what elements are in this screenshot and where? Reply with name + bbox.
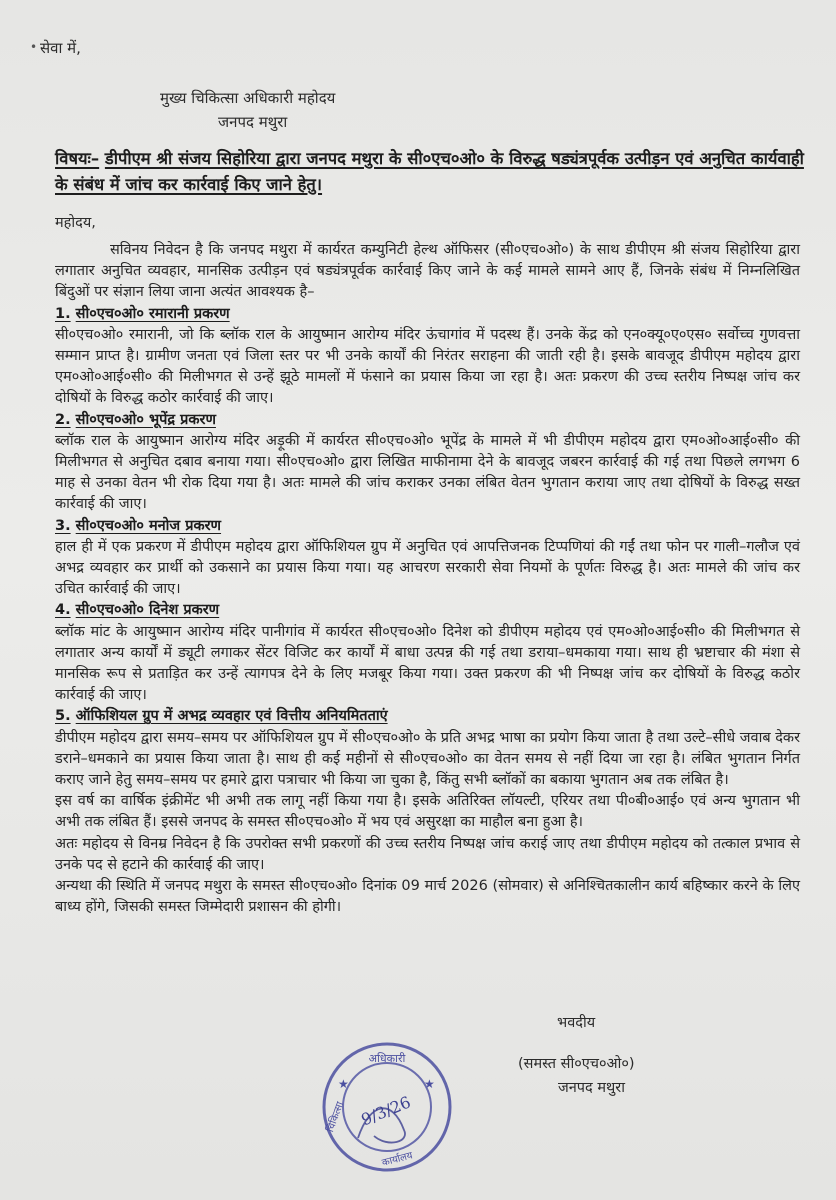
increment-paragraph: इस वर्ष का वार्षिक इंक्रीमेंट भी अभी तक लागू नहीं किया गया है। इसके अतिरिक्त लॉयल्टी, एरियर तथा पी०बी०आई० एवं अन्य भुगतान भी अभी तक लंबित हैं। इससे जनपद के समस्त सी०एच०ओ० में भय एवं असुरक्षा का माहौल बना हुआ है। [55,793,800,831]
section-heading [55,410,800,431]
section-title: ऑफिशियल ग्रुप में अभद्र व्यवहार एवं वित्तीय अनियमितताएं [75,708,388,725]
section-paragraph: ब्लॉक राल के आयुष्मान आरोग्य मंदिर अड़ूकी में कार्यरत सी०एच०ओ० भूपेंद्र के मामले में भी डीपीएम महोदय द्वारा एम०ओ०आई०सी० की मिलीभगत से अनुचित दबाव बनाया गया। सी०एच०ओ० द्वारा लिखित माफीनामा देने के बावजूद जबरन कार्रवाई की गई तथा पिछले लगभग 6 माह से उनका वेतन भी रोक दिया गया है। अतः मामले की जांच कराकर उनका लंबित वेतन भुगतान कराया जाए तथा दोषियों के विरुद्ध सख्त कार्रवाई की जाए। [55,432,800,513]
stamp-date-text: 9/3/26 [358,1092,414,1130]
subject-text: डीपीएम श्री संजय सिहोरिया द्वारा जनपद मथुरा के सी०एच०ओ० के विरुद्ध षड्यंत्रपूर्वक उत्पीड़न एवं अनुचित कार्यवाही के संबंध में जांच कर कार्रवाई किए जाने हेतु। [55,149,804,194]
recipient-block [160,86,335,134]
section-number: 3. [55,517,71,534]
section-number: 4. [55,602,71,619]
section-heading [55,516,800,537]
signatory-district: जनपद मथुरा [558,1080,625,1096]
signatory-name: (समस्त सी०एच०ओ०) [518,1056,635,1072]
intro-paragraph: सविनय निवेदन है कि जनपद मथुरा में कार्यरत कम्युनिटी हेल्थ ऑफिसर (सी०एच०ओ०) के साथ डीपीएम श्री संजय सिहोरिया द्वारा लगातार अनुचित व्यवहार, मानसिक उत्पीड़न एवं षड्यंत्रपूर्वक कार्रवाई किए जाने के कई मामले सामने आए हैं, जिनके संबंध में निम्नलिखित बिंदुओं पर संज्ञान लिया जाना अत्यंत आवश्यक है– [55,242,800,301]
section-paragraph: ब्लॉक मांट के आयुष्मान आरोग्य मंदिर पानीगांव में कार्यरत सी०एच०ओ० दिनेश को डीपीएम महोदय एवं एम०ओ०आई०सी० की मिलीभगत से लगातार अन्य कार्यों में ड्यूटी लगाकर सेंटर विजिट कर कार्यों में बाधा उत्पन्न की गई तथा डराया–धमकाया गया। साथ ही भ्रष्टाचार की मंशा से मानसिक रूप से प्रताड़ित कर उन्हें त्यागपत्र देने के लिए मजबूर किया गया। उक्त प्रकरण की भी निष्पक्ष जांच कर दोषियों के विरुद्ध कठोर कार्रवाई की जाए। [55,623,800,704]
request-paragraph: अतः महोदय से विनम्र निवेदन है कि उपरोक्त सभी प्रकरणों की उच्च स्तरीय निष्पक्ष जांच कराई जाए तथा डीपीएम महोदय को तत्काल प्रभाव से उनके पद से हटाने की कार्रवाई की जाए। [55,835,800,873]
section-title: सी०एच०ओ० रमारानी प्रकरण [75,305,230,322]
section-number: 2. [55,411,71,428]
stamp-side-text: चिकित्सा [325,1100,347,1134]
section-title: सी०एच०ओ० मनोज प्रकरण [75,517,222,534]
salutation-text: सेवा में, [40,39,81,57]
recipient-title: मुख्य चिकित्सा अधिकारी महोदय [160,89,336,107]
recipient-district: जनपद मथुरा [218,113,288,131]
section-paragraph: डीपीएम महोदय द्वारा समय–समय पर ऑफिशियल ग्रुप में सी०एच०ओ० के प्रति अभद्र भाषा का प्रयोग किया जाता है तथा उल्टे–सीधे जवाब देकर डराने–धमकाने का प्रयास किया जाता है। साथ ही कई महीनों से सी०एच०ओ० का वेतन समय से नहीं दिया जा रहा है। लंबित भुगतान निर्गत कराए जाने हेतु समय–समय पर हमारे द्वारा पत्राचार भी किया जा चुका है, किंतु सभी ब्लॉकों का बकाया भुगतान अब तक लंबित है। [55,729,800,789]
warning-paragraph: अन्यथा की स्थिति में जनपद मथुरा के समस्त सी०एच०ओ० दिनांक 09 मार्च 2026 (सोमवार) से अनिश्चितकालीन कार्य बहिष्कार करने के लिए बाध्य होंगे, जिसकी समस्त जिम्मेदारी प्रशासन की होगी। [55,878,800,916]
stamp-top-text: अधिकारी [368,1052,406,1065]
office-stamp-icon [318,1038,456,1176]
section-heading [55,706,800,727]
section-title: सी०एच०ओ० दिनेश प्रकरण [75,602,220,619]
stamp-star-left: ★ [338,1077,349,1091]
signature-block [518,1052,635,1100]
opening-greeting: महोदय, [55,215,96,231]
section-number: 1. [55,305,71,322]
stamp-bottom-text: कार्यालय [380,1150,414,1169]
closing-word: भवदीय [557,1015,596,1031]
section-number: 5. [55,708,71,725]
letter-body [55,240,800,919]
subject-line [55,146,815,198]
section-paragraph: हाल ही में एक प्रकरण में डीपीएम महोदय द्वारा ऑफिशियल ग्रुप में अनुचित एवं आपत्तिजनक टिप्पणियां की गईं तथा फोन पर गाली–गलौज एवं अभद्र व्यवहार कर प्रार्थी को उकसाने का प्रयास किया गया। यह आचरण सरकारी सेवा नियमों के पूर्णतः विरुद्ध है। अतः मामले की जांच कर उचित कार्रवाई की जाए। [55,538,800,598]
stamp-star-right: ★ [424,1077,435,1091]
section-title: सी०एच०ओ० भूपेंद्र प्रकरण [75,411,216,428]
subject-label: विषयः– [55,149,100,168]
bullet-mark-icon: • [30,40,38,54]
salutation [30,38,81,58]
section-heading [55,600,800,621]
section-paragraph: सी०एच०ओ० रमारानी, जो कि ब्लॉक राल के आयुष्मान आरोग्य मंदिर ऊंचागांव में पदस्थ हैं। उनके केंद्र को एन०क्यू०ए०एस० सर्वोच्च गुणवत्ता सम्मान प्राप्त है। ग्रामीण जनता एवं जिला स्तर पर भी उनके कार्यों की निरंतर सराहना की जाती रही है। इसके बावजूद डीपीएम महोदय द्वारा एम०ओ०आई०सी० की मिलीभगत से उन्हें झूठे मामलों में फंसाने का प्रयास किया जा रहा है। अतः प्रकरण की उच्च स्तरीय निष्पक्ष जांच कर दोषियों के विरुद्ध कठोर कार्रवाई की जाए। [55,326,800,407]
section-heading [55,304,800,325]
